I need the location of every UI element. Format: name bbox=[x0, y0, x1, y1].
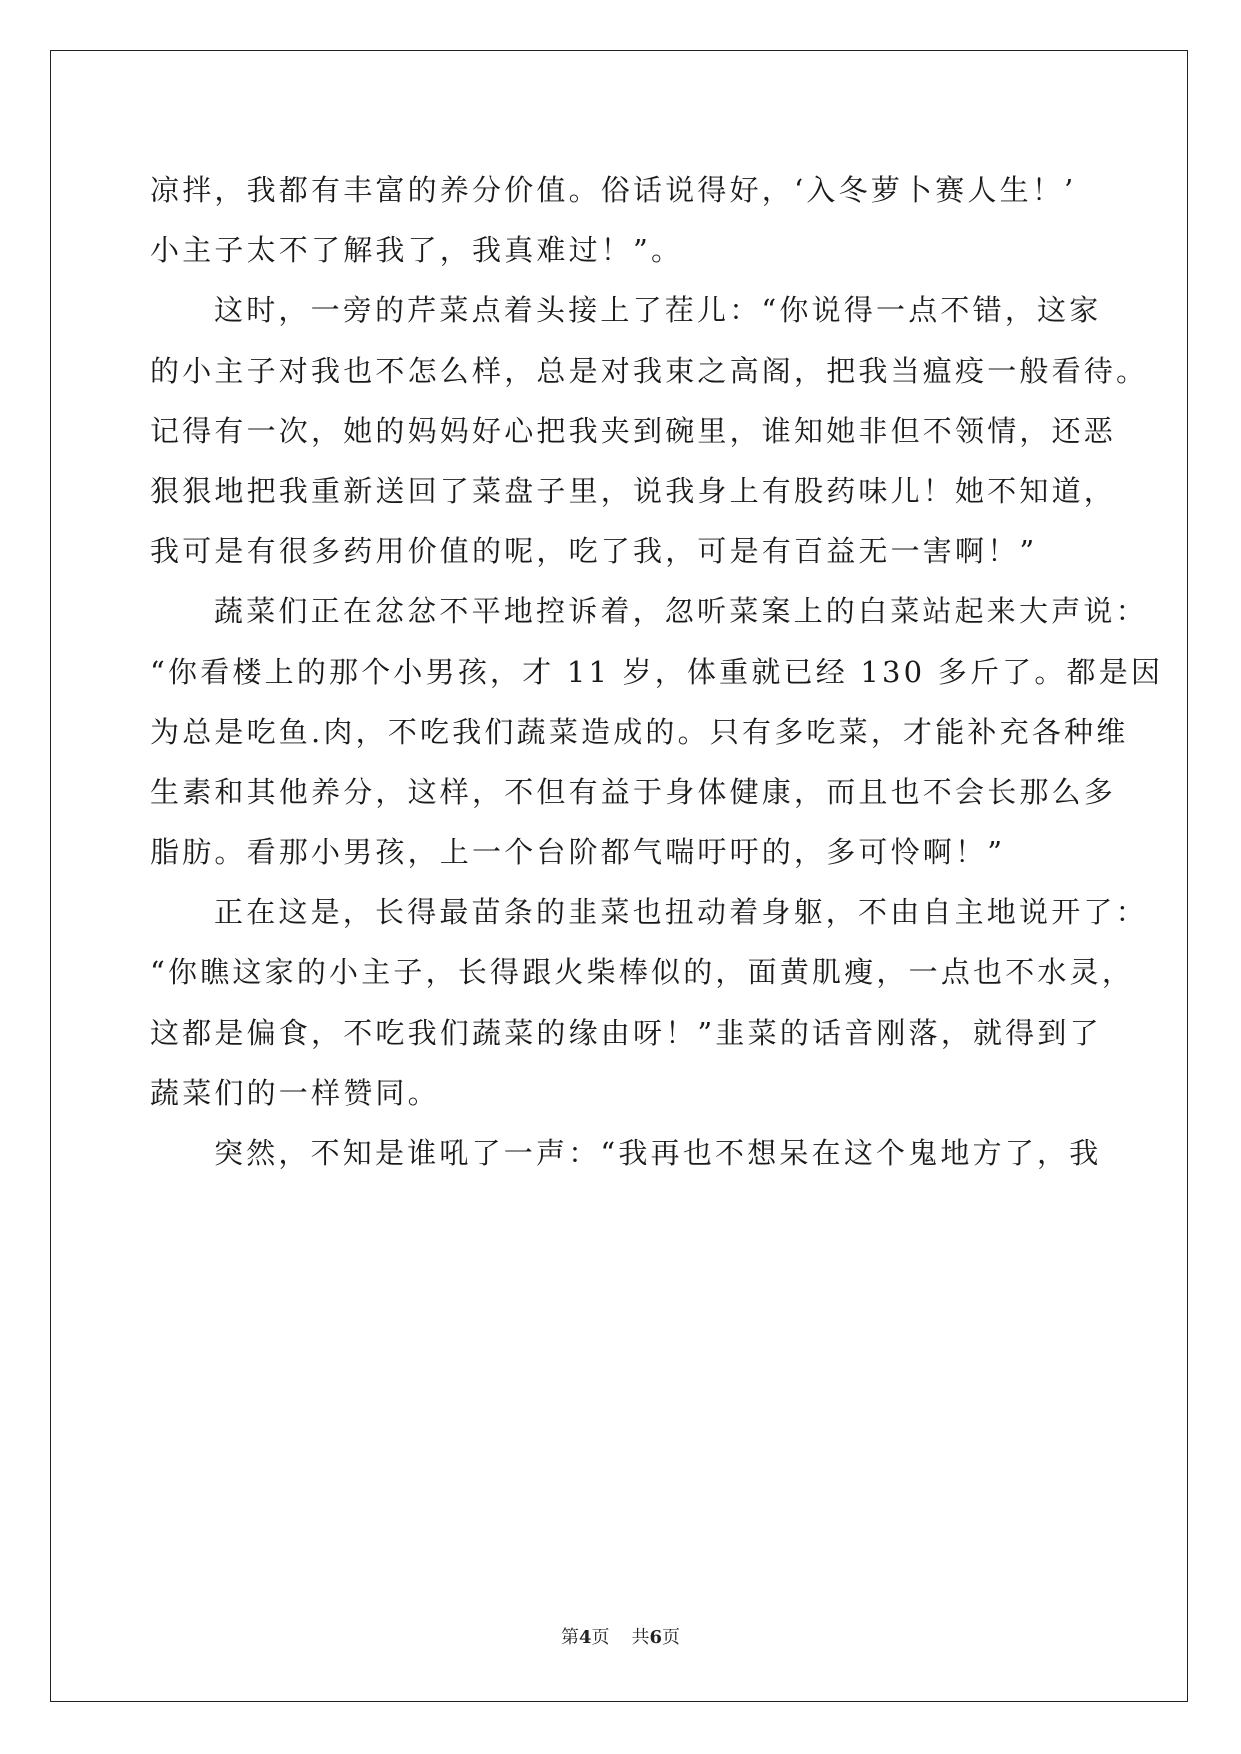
total-prefix: 共 bbox=[631, 1627, 650, 1648]
text-line: 脂肪。看那小男孩，上一个台阶都气喘吁吁的，多可怜啊！” bbox=[150, 835, 1006, 870]
text-line: 的小主子对我也不怎么样，总是对我束之高阁，把我当瘟疫一般看待。 bbox=[150, 353, 1149, 388]
text-line: 蔬菜们的一样赞同。 bbox=[150, 1075, 440, 1110]
text-line: “你看楼上的那个小男孩，才 11 岁，体重就已经 130 多斤了。都是因 bbox=[150, 654, 1164, 689]
paragraph-start-line: 蔬菜们正在忿忿不平地控诉着，忽听菜案上的白菜站起来大声说： bbox=[214, 594, 1148, 629]
text-line: 这都是偏食，不吃我们蔬菜的缘由呀！”韭菜的话音刚落，就得到了 bbox=[150, 1015, 1102, 1050]
page-prefix: 第 bbox=[560, 1627, 579, 1648]
text-line: 为总是吃鱼.肉，不吃我们蔬菜造成的。只有多吃菜，才能补充各种维 bbox=[150, 714, 1129, 749]
total-unit: 页 bbox=[662, 1627, 681, 1648]
paragraph-start-line: 正在这是，长得最苗条的韭菜也扭动着身躯，不由自主地说开了： bbox=[214, 895, 1148, 930]
current-page-number: 4 bbox=[578, 1627, 592, 1648]
document-body bbox=[150, 160, 1164, 1183]
text-line: 记得有一次，她的妈妈好心把我夹到碗里，谁知她非但不领情，还恶 bbox=[150, 413, 1117, 448]
text-line: “你瞧这家的小主子，长得跟火柴棒似的，面黄肌瘦，一点也不水灵， bbox=[150, 955, 1135, 990]
text-line: 我可是有很多药用价值的呢，吃了我，可是有百益无一害啊！” bbox=[150, 534, 1038, 569]
total-page-number: 6 bbox=[649, 1627, 663, 1648]
page-footer bbox=[0, 1623, 1241, 1649]
text-line: 生素和其他养分，这样，不但有益于身体健康，而且也不会长那么多 bbox=[150, 774, 1117, 809]
text-line: 小主子太不了解我了，我真难过！”。 bbox=[150, 233, 684, 268]
paragraph-start-line: 这时，一旁的芹菜点着头接上了茬儿：“你说得一点不错，这家 bbox=[214, 293, 1102, 328]
text-line: 狠狠地把我重新送回了菜盘子里，说我身上有股药味儿！她不知道， bbox=[150, 473, 1117, 508]
paragraph-start-line: 突然，不知是谁吼了一声：“我再也不想呆在这个鬼地方了，我 bbox=[214, 1136, 1102, 1170]
text-line: 凉拌，我都有丰富的养分价值。俗话说得好，‘入冬萝卜赛人生！’ bbox=[150, 173, 1077, 207]
page-unit: 页 bbox=[591, 1627, 610, 1648]
